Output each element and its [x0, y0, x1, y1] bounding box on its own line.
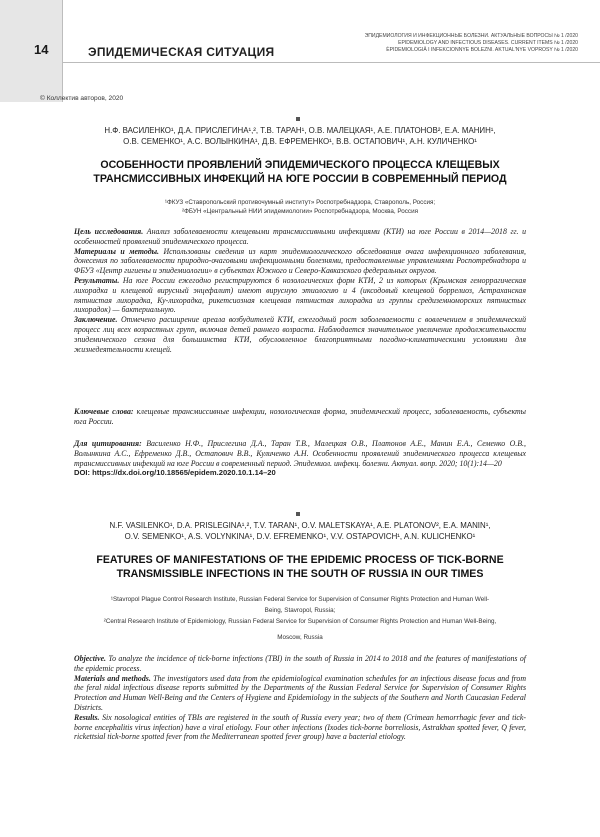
affiliation-en-1b: Being, Stavropol, Russia; — [264, 607, 336, 614]
authors-en — [30, 520, 570, 542]
aim-label: Цель исследования. — [74, 227, 144, 236]
copyright: © Коллектив авторов, 2020 — [40, 95, 124, 102]
citation-ru — [74, 439, 526, 478]
affiliation-en-2a: ²Central Research Institute of Epidemiology, Russian Federal Service for Supervision of Consumer Rights Protection and Human Well-Being, — [103, 618, 497, 625]
citation-text: Василенко Н.Ф., Прислегина Д.А., Таран Т.В., Малецкая О.В., Платонов А.Е., Манин Е.А., Семенко О.В., Волынкина А.С., Ефременко Д.В., Остапович В.В., Куличенко А.Н. Особенности проявлений эпидемического процесса клещевых трансмиссивных инфекций на юге России в современный период. Эпидемиол. инфекц. болезни. Актуал. вопр. 2020; 10(1):14—20 — [74, 439, 526, 468]
conclusion-label: Заключение. — [74, 315, 118, 325]
affiliation-en-1a: ¹Stavropol Plague Control Research Institute, Russian Federal Service for Supervision of Consumer Rights Protection and Human Well- — [110, 596, 490, 603]
journal-line-translit: ÈPIDEMIOLOGIÂ I INFEKCIONNYE BOLEZNI. AKTUAL'NYE VOPROSY № 1 /2020 — [386, 47, 578, 53]
results-text-en: Six nosological entities of TBIs are registered in the south of Russia every year; two of them (Crimean hemorrhagic fever and tick-borne encephalitis virus infection) have a viral etiology. Four other infections (Ixodes tick-borne borreliosis, Astrakhan spotted fever, Q fever, rickettsial tick-borne spotted fever from the Mediterranean spotted fever group) have a bacterial etiology. — [74, 712, 526, 742]
authors-ru-line1: Н.Ф. ВАСИЛЕНКО¹, Д.А. ПРИСЛЕГИНА¹,², Т.В. ТАРАН¹, О.В. МАЛЕЦКАЯ¹, А.Е. ПЛАТОНОВ², Е.А. МАНИН¹, — [104, 126, 496, 135]
aim-text: Анализ заболеваемости клещевыми трансмиссивными инфекциями (КТИ) на юге России в 2014—2018 гг. и особенностей проявлений эпидемического процесса. — [74, 227, 527, 246]
methods-label-en: Materials and methods. — [74, 673, 151, 683]
affiliation-ru-2: ²ФБУН «Центральный НИИ эпидемиологии» Роспотребнадзора, Москва, Россия — [181, 208, 419, 215]
results-label-en: Results. — [74, 712, 100, 722]
keywords-ru — [74, 407, 526, 427]
abstract-en-objective — [74, 654, 526, 674]
title-en-line1: FEATURES OF MANIFESTATIONS OF THE EPIDEMIC PROCESS OF TICK-BORNE — [96, 554, 504, 566]
affiliation-ru-1: ¹ФКУЗ «Ставропольский противочумный институт» Роспотребнадзора, Ставрополь, Россия; — [164, 199, 436, 206]
conclusion-text: Отмечено расширение ареала возбудителей КТИ, ежегодный рост заболеваемости с вовлечением в эпидемический процесс лиц всех возрастных групп, включая детей раннего возраста. Наблюдается значительное увеличение продолжительности эпидемического сезона для большинства КТИ, обусловленное благоприятными погодно-климатическими условиями для жизнедеятельности клещей. — [74, 315, 526, 354]
abstract-en-methods — [74, 674, 526, 713]
authors-en-line2: O.V. SEMENKO¹, A.S. VOLYNKINA¹, D.V. EFREMENKO¹, V.V. OSTAPOVICH¹, A.N. KULICHENKO¹ — [124, 532, 476, 541]
objective-text: To analyze the incidence of tick-borne infections (TBI) in the south of Russia in 2014 to 2018 and the features of manifestations of the epidemic process. — [74, 654, 526, 673]
page-number-box — [0, 0, 63, 102]
affiliations-en — [40, 594, 560, 643]
doi-link[interactable]: DOI: https://dx.doi.org/10.18565/epidem.2020.10.1.14–20 — [74, 468, 276, 478]
objective-label: Objective. — [74, 654, 107, 663]
results-label: Результаты. — [74, 275, 120, 285]
title-ru-line1: ОСОБЕННОСТИ ПРОЯВЛЕНИЙ ЭПИДЕМИЧЕСКОГО ПРОЦЕССА КЛЕЩЕВЫХ — [100, 159, 500, 171]
page-number: 14 — [34, 42, 49, 57]
results-text: На юге России ежегодно регистрируются 6 нозологических форм КТИ, 2 из которых (Крымская геморрагическая лихорадка и клещевой вирусный энцефалит) имеют вирусную этиологию и 4 (иксодовый клещевой боррелиоз, Астраханская пятнистая лихорадка, Ку-лихорадка, рикетсиозная клещевая пятнистая лихорадка из группы средиземноморских пятнистых лихорадок) — бактериальную. — [74, 275, 526, 315]
separator-marker — [296, 117, 300, 121]
citation-label: Для цитирования: — [74, 439, 142, 448]
abstract-en — [74, 654, 526, 742]
article-title-ru — [30, 158, 570, 186]
abstract-en-results — [74, 713, 526, 742]
authors-ru — [30, 125, 570, 147]
methods-text-en: The investigators used data from the epidemiological examination schedules for an infectious disease focus and from the feral nidal infectious disease reports submitted by the Departments of the Russian Federal Service for Supervision of Consumer Rights Protection and Human Well-Being and the Centers of Hygiene and Epidemiology in the subjects of the Southern and North Caucasian Federal Districts. — [74, 673, 526, 712]
authors-en-line1: N.F. VASILENKO¹, D.A. PRISLEGINA¹,², T.V. TARAN¹, O.V. MALETSKAYA¹, A.E. PLATONOV², E.A. MANIN¹, — [109, 521, 491, 530]
affiliations-ru — [50, 198, 550, 216]
affiliation-en-2b: Moscow, Russia — [277, 634, 323, 641]
authors-ru-line2: О.В. СЕМЕНКО¹, А.С. ВОЛЫНКИНА¹, Д.В. ЕФРЕМЕНКО¹, В.В. ОСТАПОВИЧ¹, А.Н. КУЛИЧЕНКО¹ — [123, 137, 477, 146]
keywords-text: клещевые трансмиссивные инфекции, нозологическая форма, эпидемический процесс, заболеваемость, субъекты юга России. — [74, 407, 526, 426]
article-title-en — [30, 553, 570, 581]
abstract-ru-methods — [74, 247, 526, 276]
page-header — [0, 0, 600, 63]
journal-line-ru: ЭПИДЕМИОЛОГИЯ И ИНФЕКЦИОННЫЕ БОЛЕЗНИ. АКТУАЛЬНЫЕ ВОПРОСЫ № 1 /2020 — [364, 33, 578, 39]
abstract-ru-results — [74, 276, 526, 315]
title-ru-line2: ТРАНСМИССИВНЫХ ИНФЕКЦИЙ НА ЮГЕ РОССИИ В СОВРЕМЕННЫЙ ПЕРИОД — [93, 173, 507, 185]
abstract-ru-conclusion — [74, 315, 526, 354]
separator-marker-en — [296, 512, 300, 516]
methods-text: Использованы сведения из карт эпидемиологического обследования очага инфекционного заболевания, донесения по заболеваемости природно-очаговыми инфекционными болезнями, предоставленные управлениями Роспотребнадзора и ФБУЗ «Центр гигиены и эпидемиологии» в субъектах Южного и Северо-Кавказского федеральных округов. — [74, 246, 527, 276]
journal-line-en: EPIDEMIOLOGY AND INFECTIOUS DISEASES. CURRENT ITEMS № 1 /2020 — [398, 40, 578, 46]
abstract-ru — [74, 227, 526, 354]
abstract-ru-aim — [74, 227, 526, 247]
keywords-label: Ключевые слова: — [74, 407, 134, 416]
title-en-line2: TRANSMISSIBLE INFECTIONS IN THE SOUTH OF RUSSIA IN OUR TIMES — [116, 568, 484, 580]
section-title: ЭПИДЕМИЧЕСКАЯ СИТУАЦИЯ — [88, 45, 275, 59]
methods-label: Материалы и методы. — [74, 246, 160, 256]
journal-info — [365, 33, 578, 54]
